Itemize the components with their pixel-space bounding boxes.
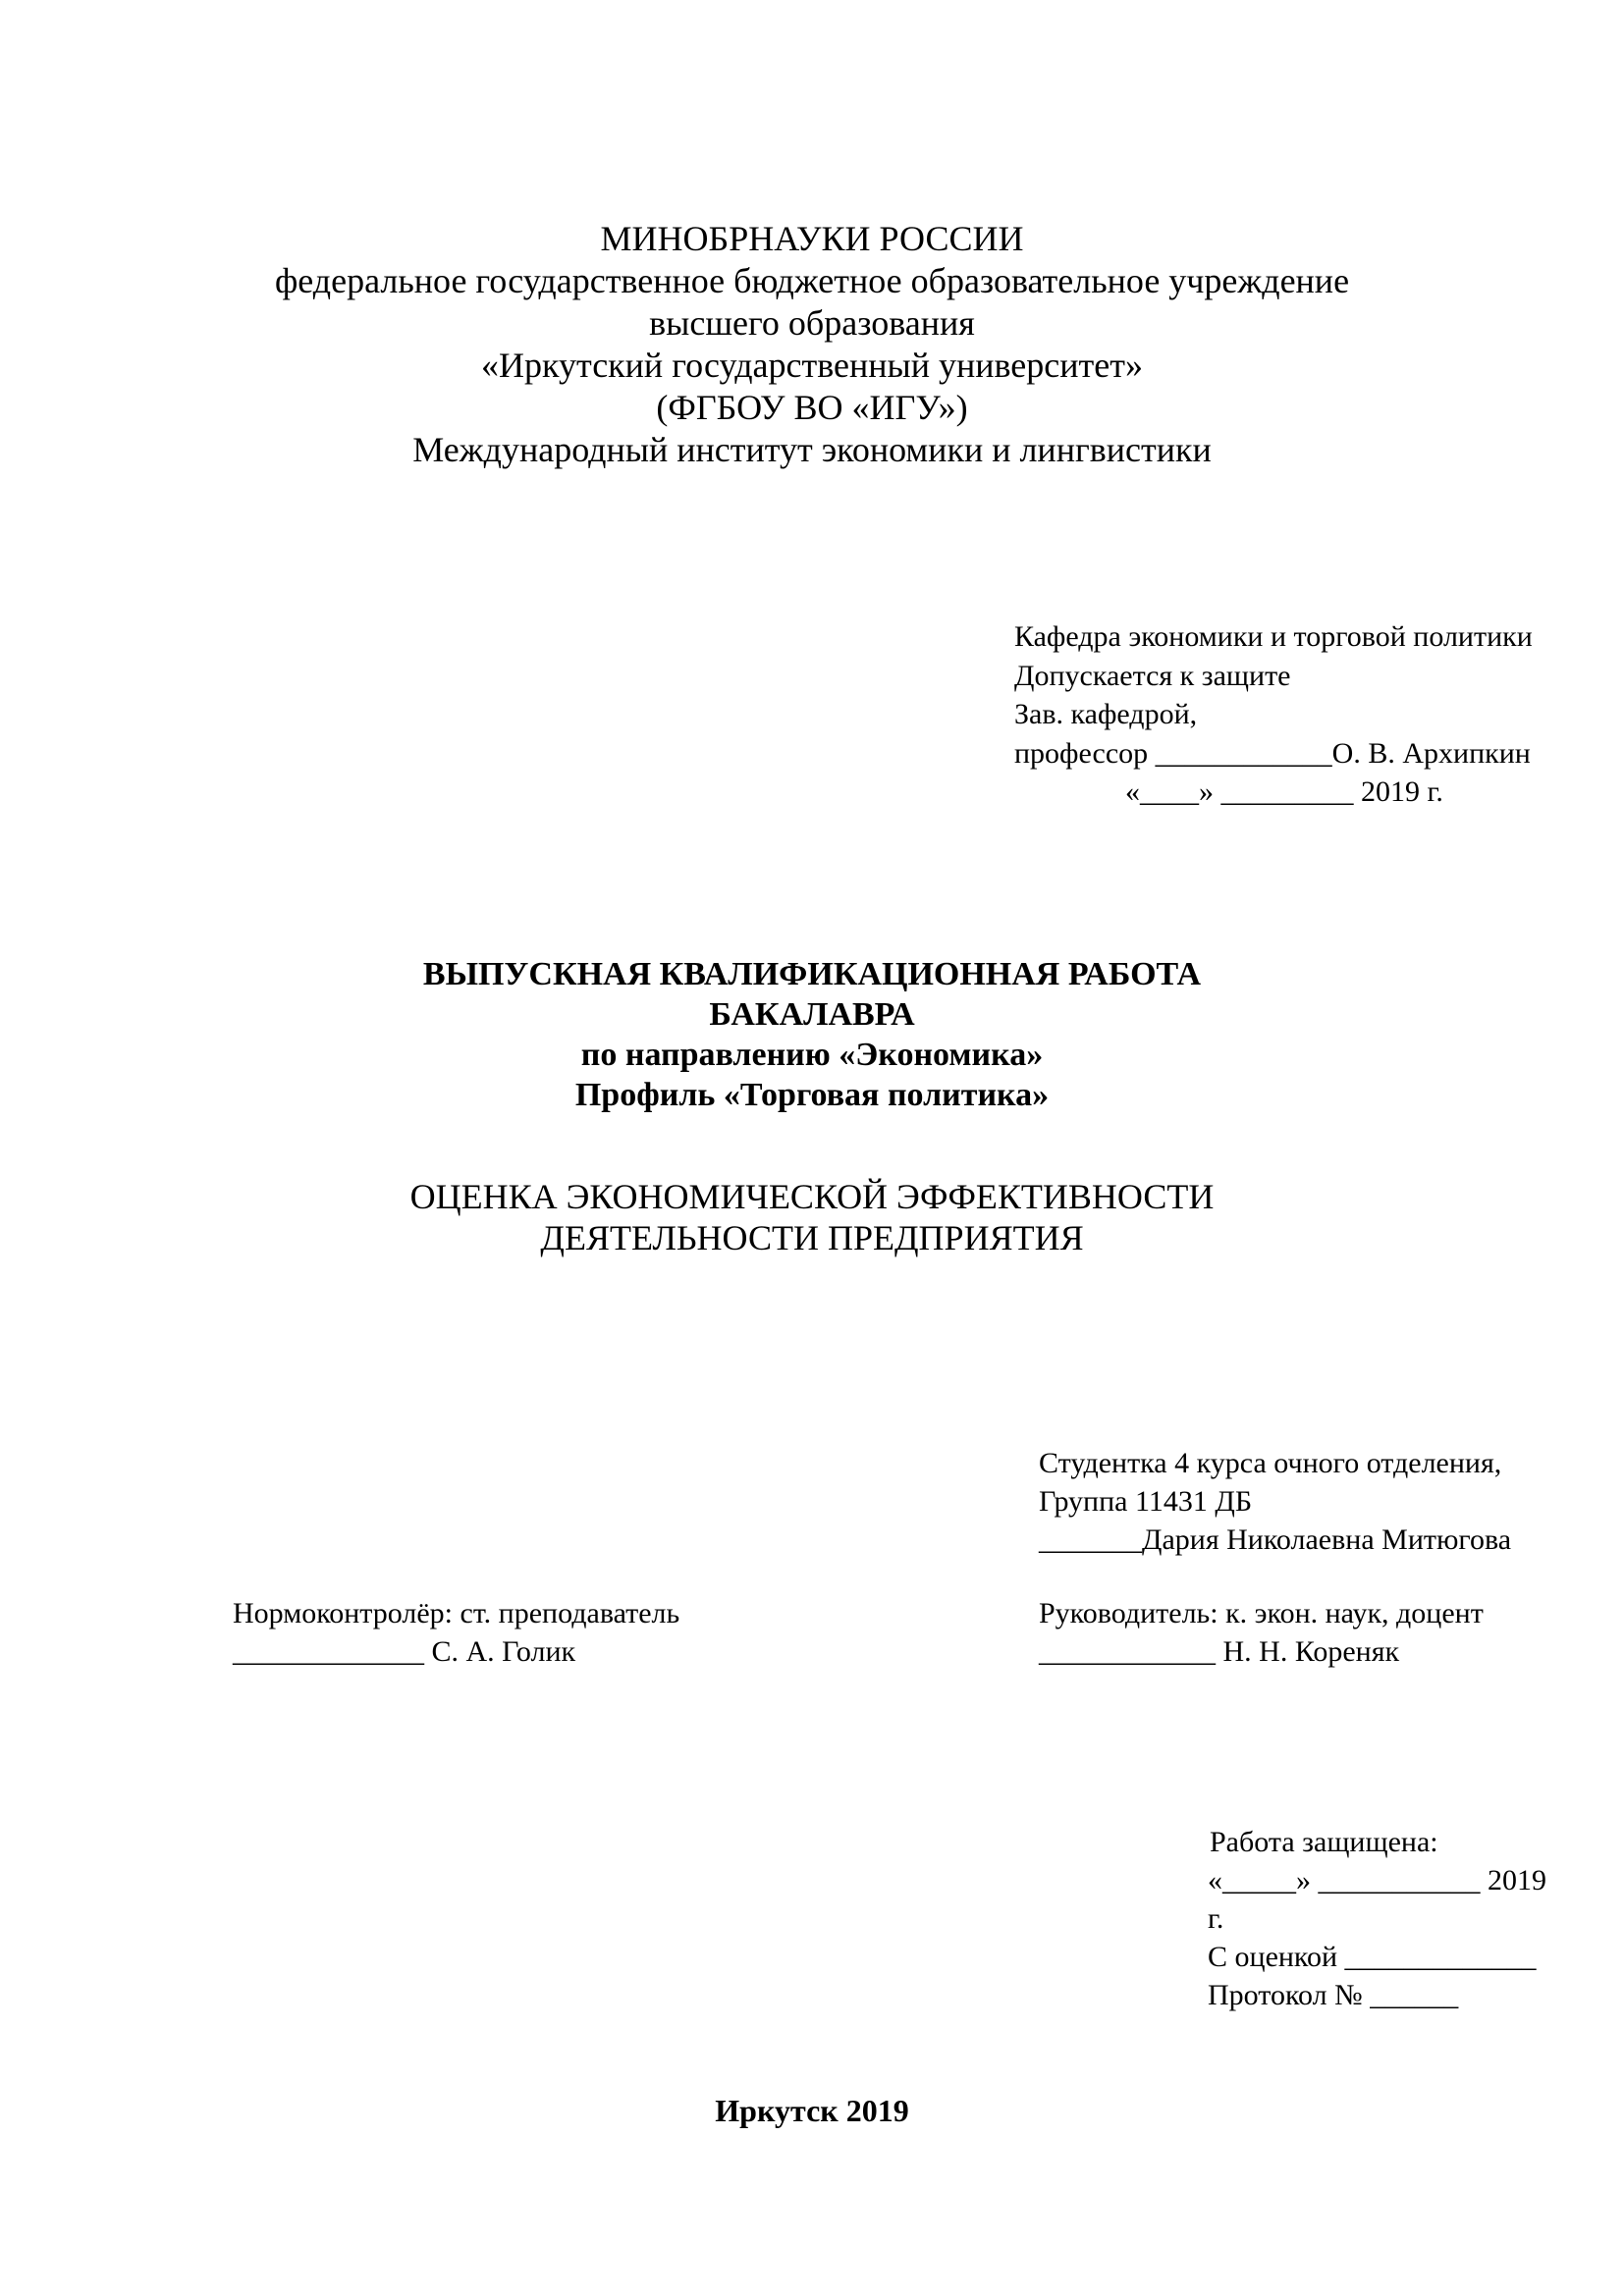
work-type: ВЫПУСКНАЯ КВАЛИФИКАЦИОННАЯ РАБОТА: [422, 956, 1202, 992]
approval-date-line: «____» _________ 2019 г.: [1125, 775, 1443, 808]
defense-record: [1208, 1823, 1546, 2014]
head-signature-line: профессор ____________О. В. Архипкин: [1014, 736, 1531, 770]
student-info: [1039, 1444, 1511, 1559]
student-group: Группа 11431 ДБ: [1039, 1485, 1253, 1518]
department-approval: [1014, 617, 1533, 812]
city-year: Иркутск 2019: [715, 2093, 909, 2128]
study-profile: Профиль «Торговая политика»: [574, 1077, 1050, 1113]
defense-date-line: «_____» ___________ 2019: [1208, 1864, 1546, 1896]
topic-line-2: ДЕЯТЕЛЬНОСТИ ПРЕДПРИЯТИЯ: [540, 1218, 1084, 1257]
field-of-study: по направлению «Экономика»: [580, 1037, 1044, 1073]
admission-label: Допускается к защите: [1014, 659, 1291, 692]
defense-year-suffix: г.: [1208, 1902, 1224, 1935]
supervisor-info: [1039, 1594, 1484, 1671]
institution-type: федеральное государственное бюджетное образовательное учреждение: [274, 261, 1350, 300]
topic-line-1: ОЦЕНКА ЭКОНОМИЧЕСКОЙ ЭФФЕКТИВНОСТИ: [409, 1177, 1215, 1216]
degree-level: БАКАЛАВРА: [709, 996, 915, 1033]
normcontrol-signature-line: _____________ С. А. Голик: [233, 1635, 576, 1668]
head-label: Зав. кафедрой,: [1014, 698, 1198, 730]
university-abbreviation: (ФГБОУ ВО «ИГУ»): [656, 388, 968, 427]
work-title: [0, 954, 1624, 1115]
university-name: «Иркутский государственный университет»: [481, 346, 1143, 385]
student-course: Студентка 4 курса очного отделения,: [1039, 1447, 1502, 1479]
ministry-name: МИНОБРНАУКИ РОССИИ: [600, 219, 1024, 258]
thesis-topic: [0, 1176, 1624, 1258]
ministry-header: [0, 218, 1624, 471]
defense-label: Работа защищена:: [1210, 1826, 1438, 1858]
defense-protocol-line: Протокол № ______: [1208, 1979, 1459, 2011]
defense-grade-line: С оценкой _____________: [1208, 1941, 1537, 1973]
normcontrol-info: [233, 1594, 679, 1671]
education-level: высшего образования: [649, 303, 975, 343]
institute-name: Международный институт экономики и лингвистики: [412, 430, 1212, 469]
student-signature-line: _______Дария Николаевна Митюгова: [1039, 1523, 1512, 1556]
department-name: Кафедра экономики и торговой политики: [1014, 620, 1533, 653]
supervisor-signature-line: ____________ Н. Н. Кореняк: [1039, 1635, 1400, 1668]
normcontrol-title: Нормоконтролёр: ст. преподаватель: [233, 1597, 680, 1629]
supervisor-title: Руководитель: к. экон. наук, доцент: [1039, 1597, 1484, 1629]
